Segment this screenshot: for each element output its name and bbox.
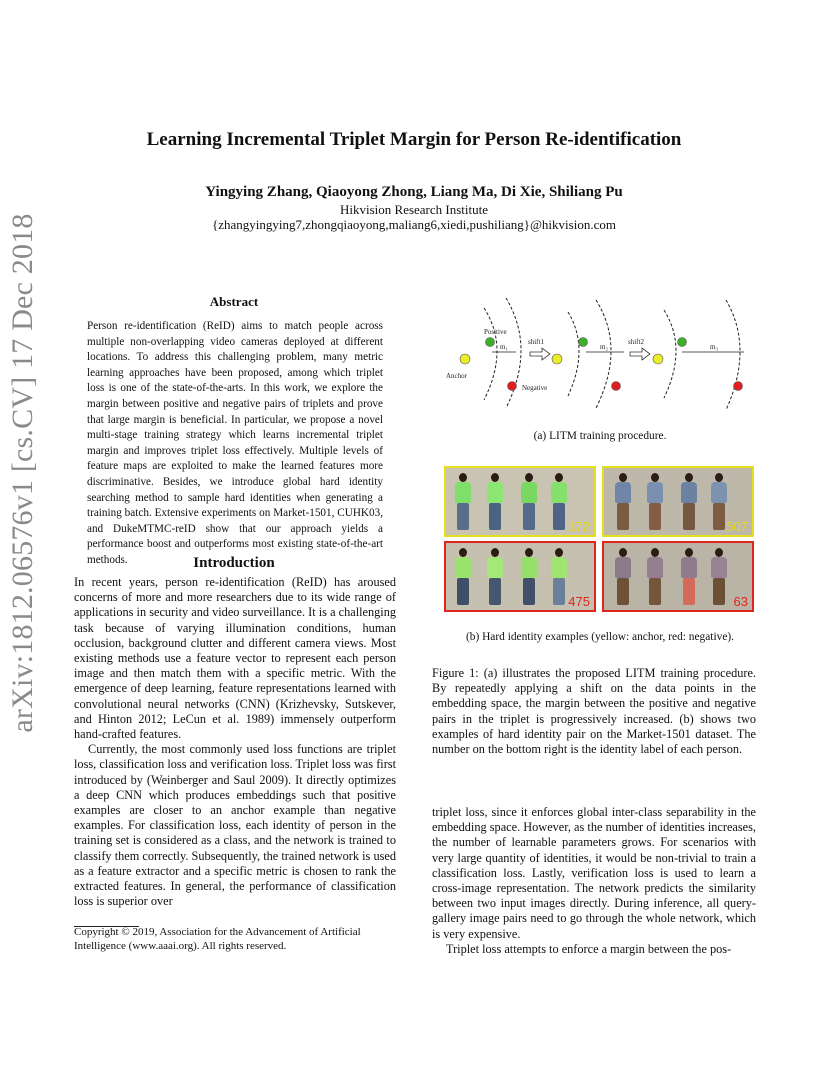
margin-arc (726, 300, 740, 410)
label-m3: m₃ (710, 343, 718, 351)
label-shift1: shift1 (528, 338, 544, 346)
right-paragraph-1: triplet loss, since it enforces global inter-class separability in the embedding space. However, as the number of identities increases, the number of learnable parameters grows. For scenarios with very large quantity of identities, it would be non-trivial to train a classification loss. Lastly, verification loss is used to learn a cross-image representation. The network predicts the similarity between two input images directly. During inference, all query-gallery image pairs need to go through the whole network, which is very expensive. (432, 805, 756, 941)
shift-arrow-2 (630, 348, 650, 360)
abstract-body: Person re-identification (ReID) aims to match people across multiple non-overlapping video cameras deployed at different locations. To address this challenging problem, many metric learning approaches have been proposed, among which triplet loss is one of the state-of-the-arts. In this work, we explore the margin between positive and negative pairs of triplets and prove that large margin is beneficial. In particular, we propose a novel multi-stage training strategy which learns incremental triplet margin and improves triplet loss effectively. Multiple levels of feature maps are exploited to make the learned features more discriminative. Besides, we introduce global hard identity searching method to sample hard identities when generating a training batch. Extensive experiments on Market-1501, CUHK03, and DukeMTMC-reID show that our approach yields a performance boost and outperforms most existing state-of-the-art methods. (87, 320, 383, 566)
arxiv-identifier-text: arXiv:1812.06576v1 [cs.CV] 17 Dec 2018 (6, 212, 39, 733)
anchor-point (460, 354, 470, 364)
caption-b: (b) Hard identity examples (yellow: anchor, red: negative). (465, 631, 735, 643)
affiliation: Hikvision Research Institute (339, 202, 489, 217)
right-column-text (432, 805, 756, 957)
label-negative: Negative (522, 384, 548, 392)
positive-point (486, 338, 495, 347)
shift-arrow-1 (530, 348, 550, 360)
margin-arc (596, 300, 611, 408)
person-image (454, 548, 472, 606)
author-emails: {zhangyingying7,zhongqiaoyong,maliang6,xiedi,pushiliang}@hikvision.com (212, 217, 616, 232)
anchor-point (653, 354, 663, 364)
identity-label: 172 (568, 519, 590, 534)
intro-paragraph-2: Currently, the most commonly used loss functions are triplet loss, classification loss and verification loss. Triplet loss was first introduced by (Weinberger and Saul 2009). It directly optimizes a deep CNN which produces embeddings such that positive examples are closer to an anchor example than negative examples. For classification loss, each identity of person in the training set is considered as a class, and the network is trained to classify them correctly. Subsequently, the trained network is used as a feature extractor and a specific metric is chosen to rank the extracted features. In general, the performance of classification loss is superior over (74, 742, 396, 909)
positive-point (678, 338, 687, 347)
abstract-heading: Abstract (209, 294, 259, 309)
identity-label: 507 (726, 519, 748, 534)
negative-image-group-475 (444, 541, 596, 612)
caption-a: (a) LITM training procedure. (533, 430, 667, 442)
litm-diagram (444, 296, 756, 414)
negative-point (612, 382, 621, 391)
label-anchor: Anchor (446, 372, 467, 380)
anchor-image-group-172 (444, 466, 596, 537)
person-image (680, 473, 698, 531)
identity-label: 475 (568, 594, 590, 609)
copyright-footnote: Copyright © 2019, Association for the Advancement of Artificial Intelligence (www.aaai.org). All rights reserved. (74, 926, 361, 952)
figure-caption-text: Figure 1: (a) illustrates the proposed LITM training procedure. By repeatedly applying a shift on the data points in the embedding space, the margin between the positive and negative pairs in the triplet is progressively increased. (b) shows two examples of hard identity pair on the Market-1501 dataset. The number on the bottom right is the identity label of each person. (432, 666, 756, 757)
person-image (550, 473, 568, 531)
identity-label: 63 (733, 594, 748, 609)
negative-point (508, 382, 517, 391)
positive-point (579, 338, 588, 347)
right-paragraph-2: Triplet loss attempts to enforce a margin between the pos- (446, 941, 732, 956)
label-positive: Positive (484, 328, 507, 336)
person-image (614, 473, 632, 531)
arxiv-identifier (4, 212, 42, 733)
person-image (710, 473, 728, 531)
person-image (646, 473, 664, 531)
intro-paragraph-1: In recent years, person re-identification (ReID) has aroused concerns of more and more researchers due to its wide range of applications in security and video surveillance. It is a challenging task because of varying illumination conditions, human occlusion, background clutter and different camera views. Most existing methods use a feature vector to represent each person image and then match them with a specific metric. With the emergence of deep learning, feature representations learned with convolutional neural networks (CNN) (Krizhevsky, Sutskever, and Hinton 2012; LeCun et al. 1989) immensely outperform hand-crafted features. (74, 575, 396, 742)
person-image (486, 473, 504, 531)
paper-title: Learning Incremental Triplet Margin for Person Re-identification (146, 129, 682, 150)
anchor-image-group-507 (602, 466, 754, 537)
person-image (550, 548, 568, 606)
anchor-point (552, 354, 562, 364)
person-image (520, 473, 538, 531)
negative-image-group-63 (602, 541, 754, 612)
person-image (646, 548, 664, 606)
label-m1: m₁ (500, 343, 508, 351)
label-m2: m₂ (600, 343, 608, 351)
person-image (486, 548, 504, 606)
margin-arc (484, 308, 497, 400)
label-shift2: shift2 (628, 338, 644, 346)
person-image (454, 473, 472, 531)
negative-point (734, 382, 743, 391)
figure-1-caption (432, 666, 756, 757)
hard-identity-examples (444, 464, 755, 612)
margin-arc (506, 298, 521, 408)
person-image (710, 548, 728, 606)
margin-arc (664, 310, 676, 398)
person-image (614, 548, 632, 606)
introduction-text (74, 575, 396, 909)
margin-arc (568, 312, 579, 396)
person-image (520, 548, 538, 606)
introduction-heading: Introduction (193, 555, 275, 571)
person-image (680, 548, 698, 606)
author-list: Yingying Zhang, Qiaoyong Zhong, Liang Ma, Di Xie, Shiliang Pu (205, 184, 623, 200)
